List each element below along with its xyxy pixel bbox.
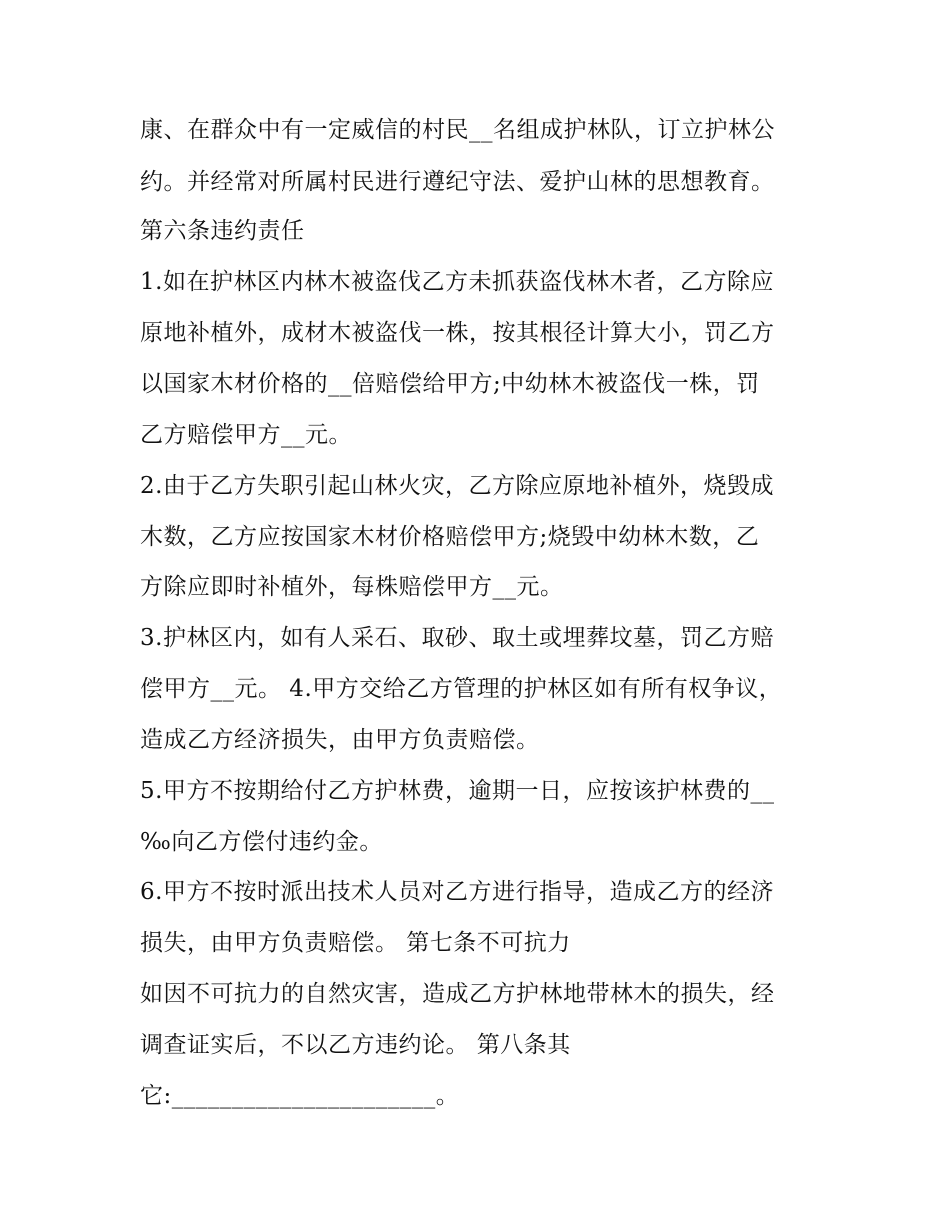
text-line: 木数，乙方应按国家木材价格赔偿甲方;烧毁中幼林木数，乙 [140,524,760,550]
text-line: 1.如在护林区内林木被盗伐乙方未抓获盗伐林木者，乙方除应 [140,269,774,295]
text-line: 损失，由甲方负责赔偿。 第七条不可抗力 [140,930,571,956]
article-heading: 第六条违约责任 [140,218,305,244]
text-line: 偿甲方__元。 4.甲方交给乙方管理的护林区如有所有权争议， [140,676,783,702]
text-line: 6.甲方不按时派出技术人员对乙方进行指导，造成乙方的经济 [140,879,774,905]
text-line: 2.由于乙方失职引起山林火灾，乙方除应原地补植外，烧毁成 [140,473,774,499]
text-line: 约。并经常对所属村民进行遵纪守法、爱护山林的思想教育。 [140,169,775,195]
text-line: 3.护林区内，如有人采石、取砂、取土或埋葬坟墓，罚乙方赔 [140,625,774,651]
text-line: 乙方赔偿甲方__元。 [140,422,352,448]
text-line: 如因不可抗力的自然灾害，造成乙方护林地带林木的损失，经 [140,981,775,1007]
text-line: 造成乙方经济损失，由甲方负责赔偿。 [140,727,540,753]
text-line: 以国家木材价格的__倍赔偿给甲方;中幼林木被盗伐一株，罚 [140,371,760,397]
text-line: 它:______________________。 [140,1083,460,1109]
text-line: 康、在群众中有一定威信的村民__名组成护林队，订立护林公 [140,117,775,143]
text-line: 原地补植外，成材木被盗伐一株，按其根径计算大小，罚乙方 [140,320,775,346]
text-line: ‰向乙方偿付违约金。 [140,829,383,855]
text-line: 调查证实后，不以乙方违约论。 第八条其 [140,1032,571,1058]
text-line: 5.甲方不按期给付乙方护林费，逾期一日，应按该护林费的__ [140,778,775,804]
text-line: 方除应即时补植外，每株赔偿甲方__元。 [140,574,564,600]
